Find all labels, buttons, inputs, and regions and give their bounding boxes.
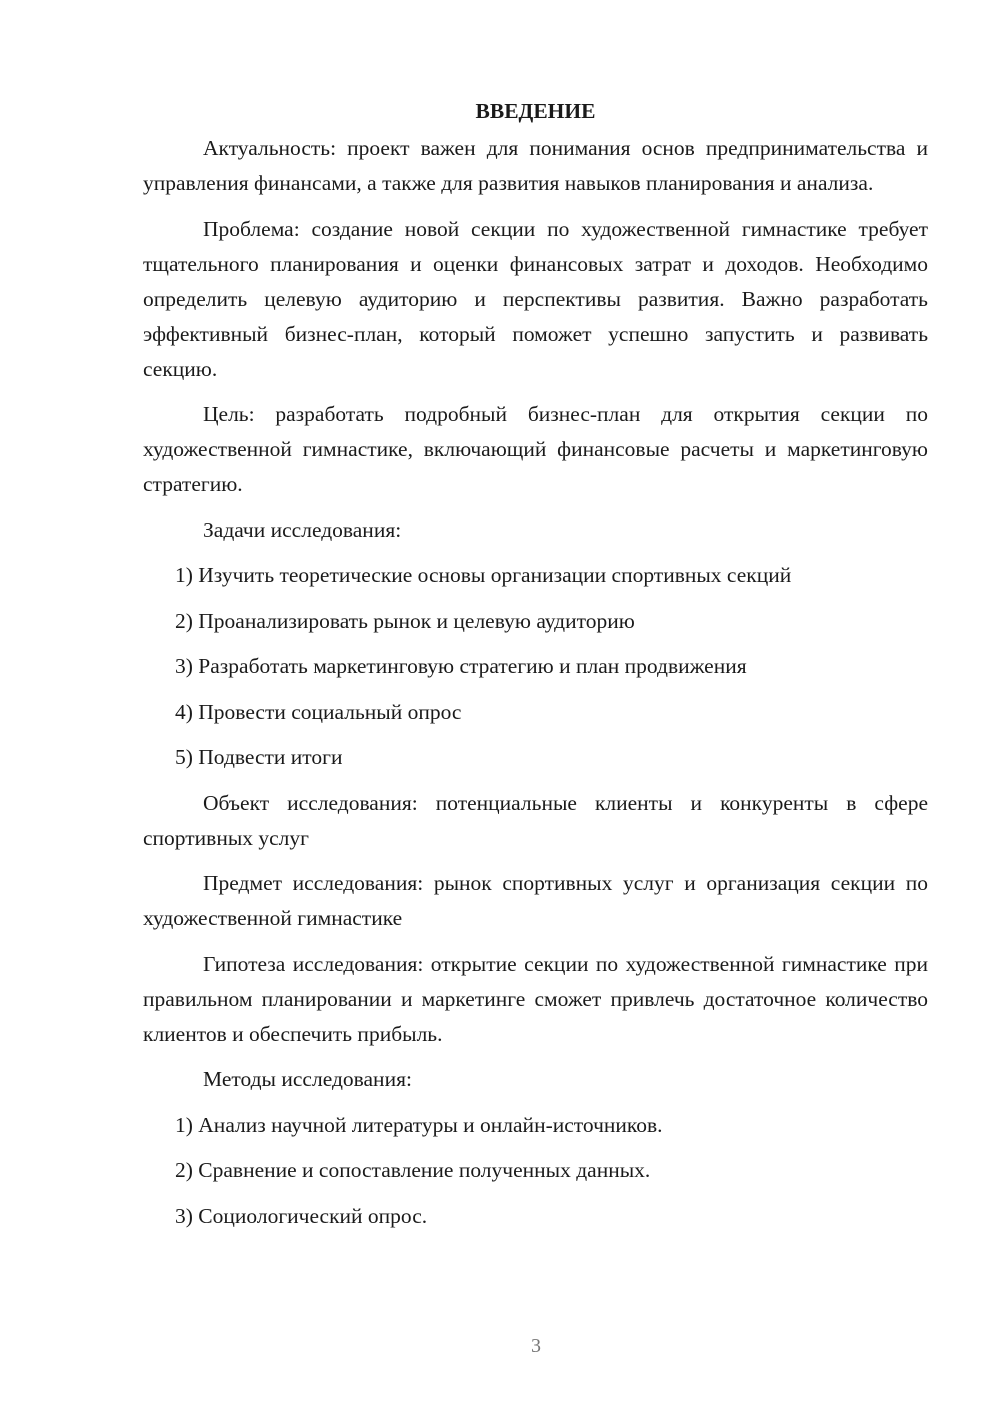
tasks-heading: Задачи исследования: <box>203 517 402 542</box>
list-item: 5) Подвести итоги <box>175 745 343 769</box>
methods-list <box>143 1108 928 1234</box>
relevance-paragraph: Актуальность: проект важен для понимания основ предпринимательства и управления финансами, а также для развития навыков планирования и анализа. <box>143 136 928 195</box>
page-number: 3 <box>531 1335 541 1357</box>
goal-paragraph: Цель: разработать подробный бизнес-план для открытия секции по художественной гимнастике, включающий финансовые расчеты и маркетинговую стратегию. <box>143 402 928 496</box>
list-item: 2) Проанализировать рынок и целевую аудиторию <box>175 608 635 633</box>
hypothesis-paragraph: Гипотеза исследования: открытие секции по художественной гимнастике при правильном планировании и маркетинге сможет привлечь достаточное количество клиентов и обеспечить прибыль. <box>143 951 928 1046</box>
tasks-list <box>143 558 928 775</box>
list-item: 4) Провести социальный опрос <box>175 699 462 724</box>
list-item: 2) Сравнение и сопоставление полученных данных. <box>175 1158 651 1182</box>
section-title: ВВЕДЕНИЕ <box>475 99 596 123</box>
subject-paragraph: Предмет исследования: рынок спортивных услуг и организация секции по художественной гимнастике <box>143 871 928 930</box>
list-item: 1) Изучить теоретические основы организации спортивных секций <box>175 563 792 587</box>
list-item: 3) Социологический опрос. <box>175 1203 428 1228</box>
methods-heading: Методы исследования: <box>203 1067 412 1091</box>
list-item: 1) Анализ научной литературы и онлайн-источников. <box>175 1112 663 1137</box>
problem-paragraph: Проблема: создание новой секции по художественной гимнастике требует тщательного планирования и оценки финансовых затрат и доходов. Необходимо определить целевую аудиторию и перспективы развития. Важно разработать эффективный бизнес-план, который поможет успешно запустить и развивать секцию. <box>143 216 928 381</box>
list-item: 3) Разработать маркетинговую стратегию и план продвижения <box>175 654 747 678</box>
object-paragraph: Объект исследования: потенциальные клиенты и конкуренты в сфере спортивных услуг <box>143 790 928 850</box>
document-page <box>143 93 928 1244</box>
